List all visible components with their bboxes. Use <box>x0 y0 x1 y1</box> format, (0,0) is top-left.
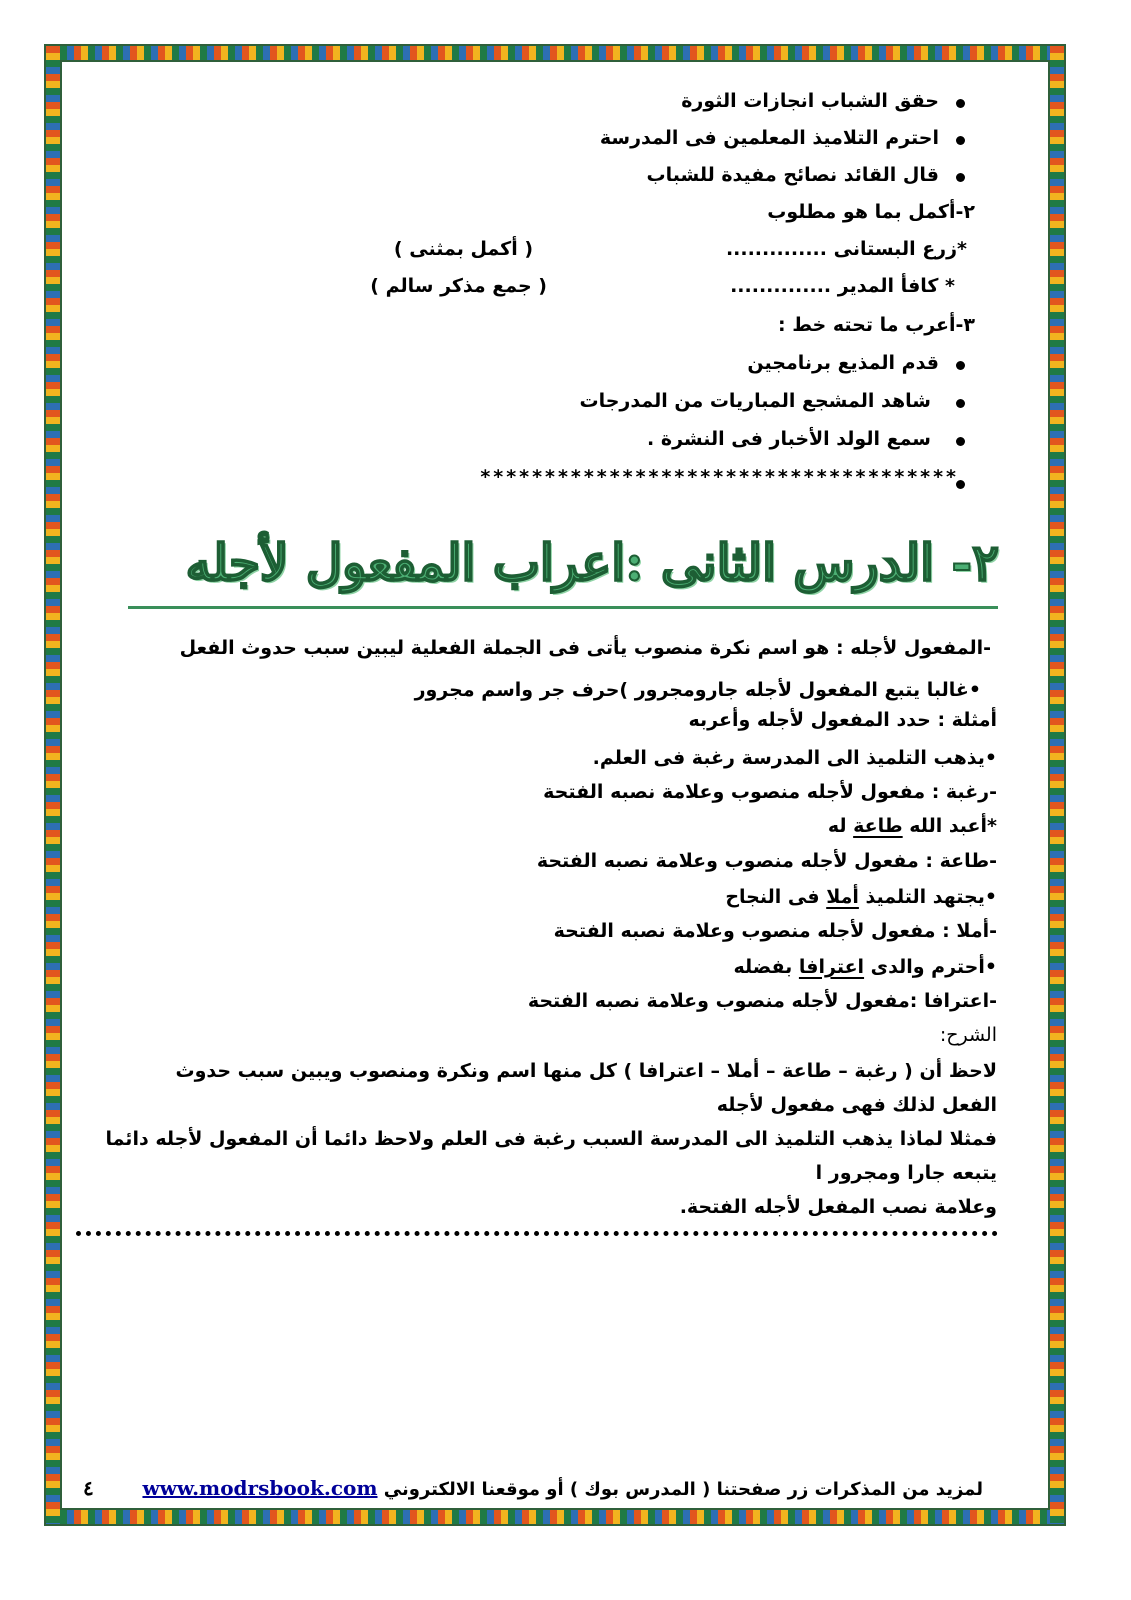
example-sentence: *أعبد الله طاعة له <box>827 815 997 837</box>
fill-in-item: * كافأ المدير .............. <box>730 275 955 297</box>
explanation-heading: الشرح: <box>939 1024 997 1046</box>
explanation-line: الفعل لذلك فهى مفعول لأجله <box>716 1094 997 1116</box>
example-sentence: •أحترم والدى اعترافا بفضله <box>733 956 997 978</box>
example-parsing: -طاعة : مفعول لأجله منصوب وعلامة نصبه الفتحة <box>536 850 997 872</box>
underlined-word: اعترافا <box>798 956 865 978</box>
footer-text: لمزيد من المذكرات زر صفحتنا ( المدرس بوك ) أو موقعنا الالكتروني <box>377 1479 983 1500</box>
underlined-word: أملا <box>826 886 859 908</box>
example-sentence: •يجتهد التلميذ أملا فى النجاح <box>725 886 997 908</box>
example-parsing: -رغبة : مفعول لأجله منصوب وعلامة نصبه الفتحة <box>543 781 997 803</box>
section-divider <box>76 1231 998 1236</box>
examples-heading: أمثلة : حدد المفعول لأجله وأعربه <box>688 709 997 731</box>
bullet-icon <box>956 173 965 182</box>
exercise-sentence: احترم التلاميذ المعلمين فى المدرسة <box>599 127 939 149</box>
example-parsing: -اعترافا :مفعول لأجله منصوب وعلامة نصبه الفتحة <box>527 990 997 1012</box>
border-stripe-left <box>46 46 60 1524</box>
exercise-sentence: شاهد المشجع المباريات من المدرجات <box>579 390 931 412</box>
footer <box>142 1476 983 1500</box>
explanation-line: وعلامة نصب المفعل لأجله الفتحة. <box>679 1196 997 1218</box>
underlined-word: طاعة <box>853 815 903 837</box>
explanation-line: فمثلا لماذا يذهب التلميذ الى المدرسة السبب رغبة فى العلم ولاحظ دائما أن المفعول لأجله دائما <box>105 1128 997 1150</box>
website-link[interactable]: www.modrsbook.com <box>142 1476 378 1500</box>
border-stripe-top <box>46 46 1064 60</box>
page-number: ٤ <box>83 1476 94 1500</box>
bullet-icon <box>956 136 965 145</box>
border-stripe-bottom <box>46 1510 1064 1524</box>
exercise-sentence: سمع الولد الأخبار فى النشرة . <box>647 428 931 450</box>
fill-in-hint: ( جمع مذكر سالم ) <box>370 275 547 297</box>
example-sentence: •يذهب التلميذ الى المدرسة رغبة فى العلم. <box>592 747 997 769</box>
explanation-line: يتبعه جارا ومجرور ا <box>815 1162 997 1184</box>
exercise-sentence: قال القائد نصائح مفيدة للشباب <box>646 164 939 186</box>
bullet-icon <box>956 361 965 370</box>
lesson-note: •غالبا يتبع المفعول لأجله جارومجرور )حرف جر واسم مجرور <box>414 679 981 701</box>
exercise-heading: ٢-أكمل بما هو مطلوب <box>767 201 975 223</box>
explanation-line: لاحظ أن ( رغبة – طاعة – أملا – اعترافا ) كل منها اسم ونكرة ومنصوب ويبين سبب حدوث <box>175 1060 997 1082</box>
exercise-heading: ٣-أعرب ما تحته خط : <box>778 314 975 336</box>
bullet-icon <box>956 99 965 108</box>
fill-in-item: *زرع البستانى .............. <box>725 238 967 260</box>
fill-in-hint: ( أكمل بمثنى ) <box>393 238 533 260</box>
example-parsing: -أملا : مفعول لأجله منصوب وعلامة نصبه الفتحة <box>553 920 997 942</box>
border-stripe-right <box>1050 46 1064 1524</box>
lesson-title: ٢- الدرس الثانى :اعراب المفعول لأجله <box>185 533 999 592</box>
bullet-icon <box>956 399 965 408</box>
exercise-sentence: حقق الشباب انجازات الثورة <box>681 90 939 112</box>
lesson-definition: -المفعول لأجله : هو اسم نكرة منصوب يأتى فى الجملة الفعلية ليبين سبب حدوث الفعل <box>179 637 991 659</box>
bullet-icon <box>956 437 965 446</box>
exercise-sentence: قدم المذيع برنامجين <box>747 352 939 374</box>
star-separator: ************************************* <box>480 466 959 488</box>
title-underline <box>128 606 998 609</box>
